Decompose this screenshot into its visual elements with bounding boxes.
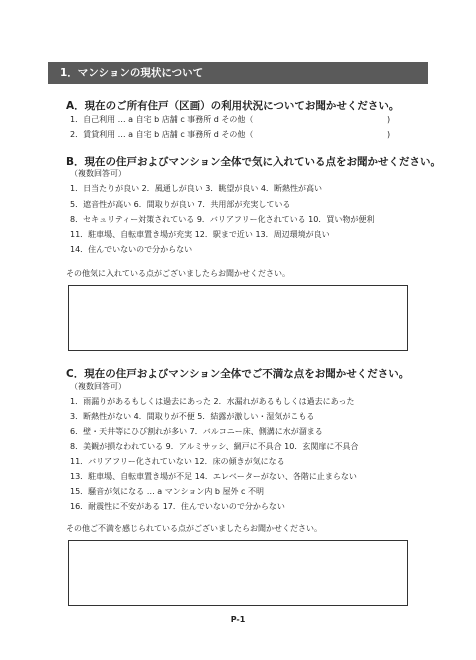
question-a-close-paren-2: )	[387, 130, 391, 139]
question-b-options-row-1: 1．日当たりが良い 2．風通しが良い 3．眺望が良い 4．断熱性が高い	[70, 184, 322, 193]
question-b-options-row-4: 11．駐車場、自転車置き場が充実 12．駅まで近い 13．周辺環境が良い	[70, 230, 330, 239]
question-b-options-row-2: 5．遮音性が高い 6．間取りが良い 7．共用部が充実している	[70, 200, 291, 209]
question-c-options-row-2: 3．断熱性がない 4．間取りが不便 5．結露が激しい・湿気がこもる	[70, 412, 315, 421]
question-a-option-1: 1．自己利用 … a 自宅 b 店舗 c 事務所 d その他（	[70, 115, 254, 124]
question-c-options-row-7: 15．騒音が気になる … a マンション内 b 屋外 c 不明	[70, 487, 264, 496]
question-b-other-prompt: その他気に入れている点がございましたらお聞かせください。	[66, 269, 290, 278]
question-b-free-text-box[interactable]	[68, 285, 408, 351]
page-number: P-1	[230, 615, 246, 624]
question-c-note: （複数回答可）	[70, 382, 126, 391]
question-a-close-paren-1: )	[387, 115, 391, 124]
question-c-options-row-8: 16．耐震性に不安がある 17．住んでいないので分からない	[70, 502, 285, 511]
question-b-options-row-5: 14．住んでいないので分からない	[70, 245, 193, 254]
question-b-options-row-3: 8．セキュリティー対策されている 9．バリアフリー化されている 10．買い物が便利	[70, 215, 375, 224]
section-header: 1．マンションの現状について	[48, 62, 428, 84]
question-c-free-text-box[interactable]	[68, 540, 408, 606]
question-c-options-row-4: 8．美観が損なわれている 9．アルミサッシ、網戸に不具合 10．玄関扉に不具合	[70, 442, 359, 451]
question-c-options-row-5: 11．バリアフリー化されていない 12．床の傾きが気になる	[70, 457, 285, 466]
question-a-title: A．現在のご所有住戸（区画）の利用状況についてお聞かせください。	[66, 100, 400, 112]
question-c-options-row-1: 1．雨漏りがあるもしくは過去にあった 2．水漏れがあるもしくは過去にあった	[70, 397, 355, 406]
question-a-option-2: 2．賃貸利用 … a 自宅 b 店舗 c 事務所 d その他（	[70, 130, 254, 139]
question-c-other-prompt: その他ご不満を感じられている点がございましたらお聞かせください。	[66, 524, 322, 533]
question-c-options-row-6: 13．駐車場、自転車置き場が不足 14．エレベーターがない、各階に止まらない	[70, 472, 357, 481]
question-c-options-row-3: 6．壁・天井等にひび割れが多い 7．バルコニー床、側溝に水が溜まる	[70, 427, 323, 436]
question-b-note: （複数回答可）	[70, 169, 126, 178]
question-c-title: C．現在の住戸およびマンション全体でご不満な点をお聞かせください。	[66, 368, 410, 380]
question-b-title: B．現在の住戸およびマンション全体で気に入れている点をお聞かせください。	[66, 156, 442, 168]
